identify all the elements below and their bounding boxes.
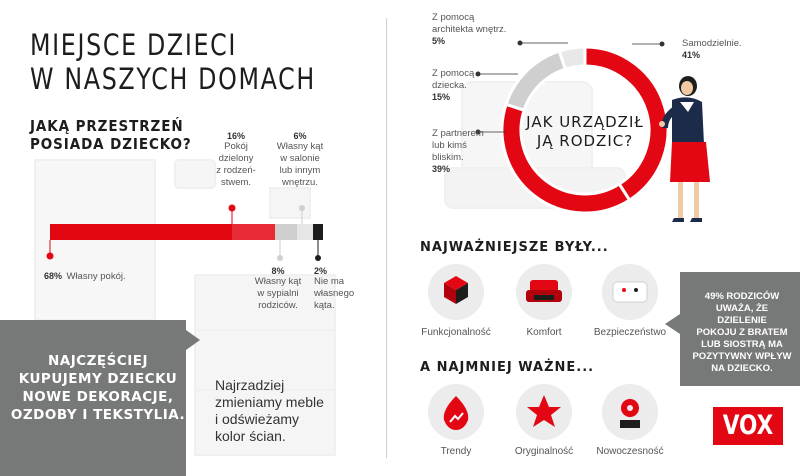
donut-label-architect: Z pomocą architekta wnętrz. 5% [432, 12, 507, 46]
donut-label-self: Samodzielnie. 41% [682, 38, 742, 60]
most-important-icons [420, 262, 670, 322]
label-shared-room: 16% Pokój dzielony z rodzeń- stwem. [216, 131, 256, 188]
label-trends: Trendy [440, 446, 472, 457]
least-important-icons [420, 382, 670, 442]
woman-figure [650, 72, 720, 232]
most-important-heading: NAJWAŻNIEJSZE BYŁY... [420, 240, 609, 255]
stat-box-text: 49% RODZICÓW UWAŻA, ŻE DZIELENIE POKOJU Z BRATEM LUB SIOSTRĄ MA POZYTYWNY WPŁYW NA DZIECKO. [692, 291, 792, 374]
label-safety: Bezpieczeństwo [593, 327, 667, 338]
armchair-icon [516, 264, 572, 320]
cubes-icon [428, 264, 484, 320]
label-originality: Oryginalność [514, 446, 574, 457]
vox-logo-text: VOX [722, 410, 774, 441]
donut-slice-3 [559, 47, 585, 69]
donut-slice-2 [506, 51, 565, 110]
donut-label-child: Z pomocą dziecka. 15% [432, 68, 475, 102]
least-important-heading: A NAJMNIEJ WAŻNE... [420, 360, 595, 375]
label-functionality: Funkcjonalność [421, 327, 491, 338]
shield-pillow-icon [602, 264, 658, 320]
space-question: JAKĄ PRZESTRZEŃ POSIADA DZIECKO? [30, 117, 192, 153]
label-comfort: Komfort [526, 327, 562, 338]
page-title: MIEJSCE DZIECI W NASZYCH DOMACH [30, 28, 316, 96]
star-icon [516, 384, 572, 440]
label-parents-bedroom: 8% Własny kąt w sypialni rodziców. [254, 266, 302, 311]
decor-box-text: NAJCZĘŚCIEJ KUPUJEMY DZIECKU NOWE DEKORACJE, OZDOBY I TEKSTYLIA. [10, 353, 186, 423]
donut-center-title: JAK URZĄDZIŁ JĄ RODZIC? [526, 113, 644, 150]
furniture-note: Najrzadziej zmieniamy meble i odświeżamy kolor ścian. [215, 377, 324, 444]
label-modernity: Nowoczesność [596, 446, 664, 457]
label-no-space: 2% Nie ma własnego kąta. [314, 266, 355, 311]
gear-screen-icon [602, 384, 658, 440]
donut-label-partner: Z partnerem lub kimś bliskim. 39% [432, 128, 484, 174]
trend-up-icon [428, 384, 484, 440]
label-own-room: 68% Własny pokój. [44, 271, 126, 282]
label-living-room: 6% Własny kąt w salonie lub innym wnętrzu. [276, 131, 324, 188]
